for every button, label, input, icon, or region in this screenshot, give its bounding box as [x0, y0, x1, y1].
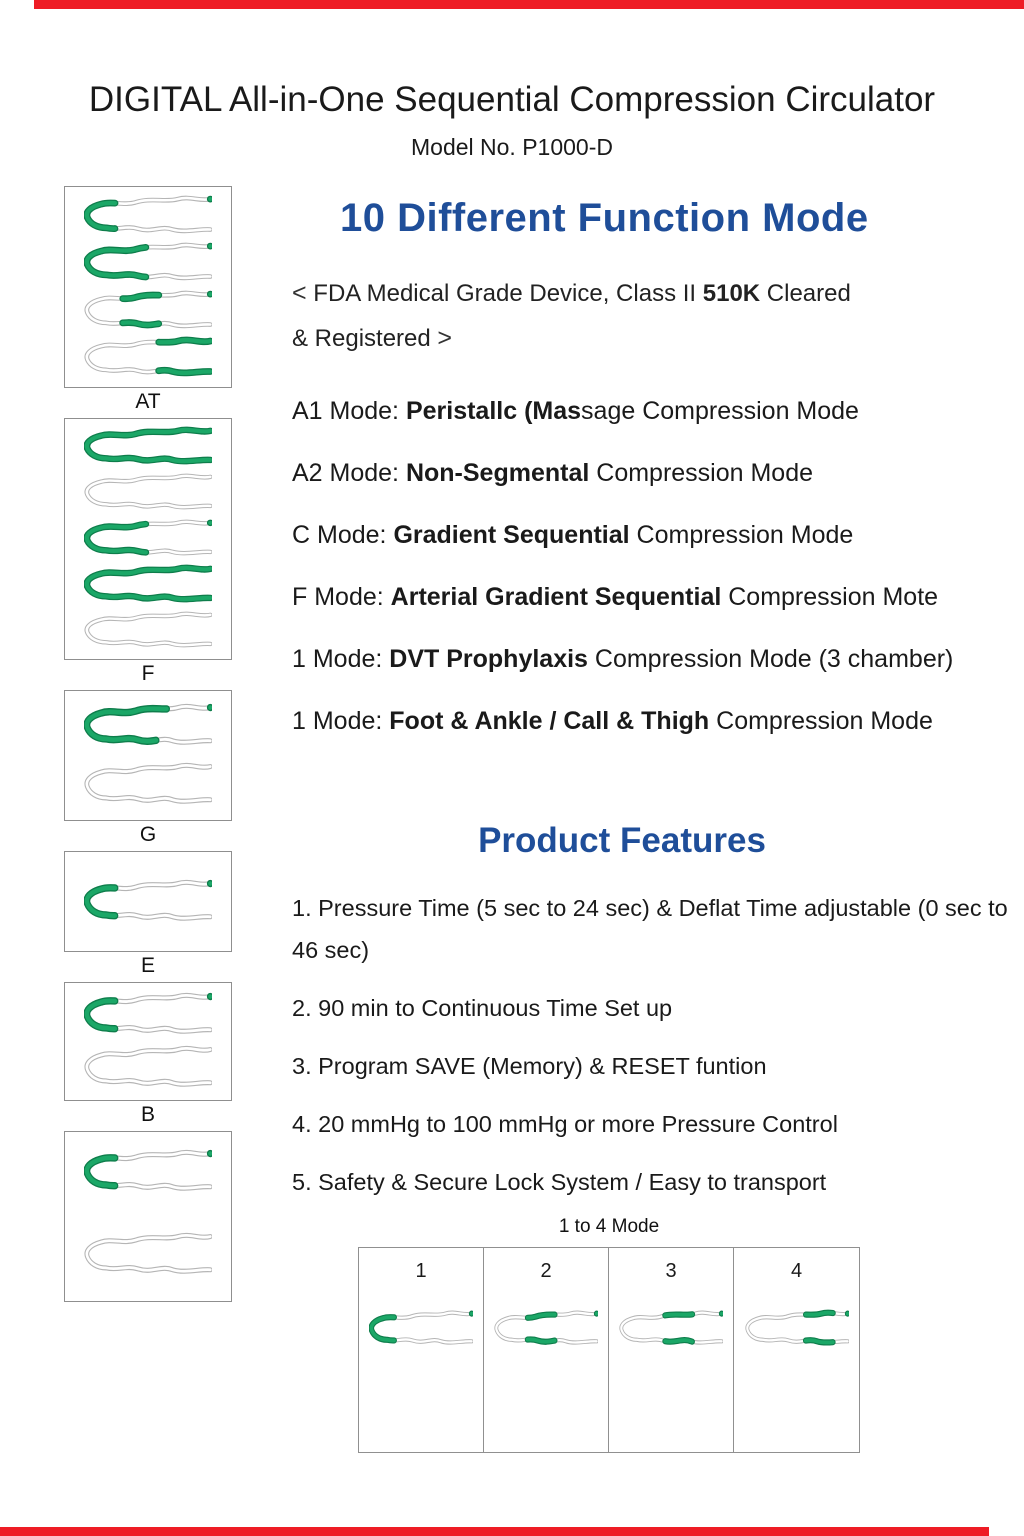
sequence-cell-number: 4	[790, 1260, 803, 1282]
feature-item-2: 2. 90 min to Continuous Time Set up	[292, 995, 673, 1021]
cert-line2: & Registered	[292, 325, 438, 352]
feature-item-1: 1. Pressure Time (5 sec to 24 sec) & Deflat Time adjustable (0 sec to 46 sec)	[292, 895, 1008, 963]
leg-diagram-seg2	[494, 1309, 598, 1349]
feature-item-4: 4. 20 mmHg to 100 mmHg or more Pressure Control	[292, 1111, 838, 1137]
mode-panel-label: G	[139, 823, 157, 846]
leg-diagram-none	[84, 1231, 212, 1279]
leg-diagram-foot	[84, 194, 212, 238]
mode-line-4: 1 Mode: DVT Prophylaxis Compression Mode (3 chamber)	[292, 645, 954, 673]
certification-text	[292, 271, 1014, 361]
leg-diagram-foot-calf	[84, 518, 212, 560]
sequence-cell-3	[609, 1248, 734, 1452]
leg-diagram-foot	[369, 1309, 473, 1349]
leg-diagram-seg3	[619, 1309, 723, 1349]
sequence-cell-1	[359, 1248, 484, 1452]
mode-panel-label	[64, 1302, 232, 1332]
leg-diagram-foot	[84, 1148, 212, 1196]
mode-panel-box	[64, 186, 232, 388]
leg-diagram-none	[84, 1044, 212, 1092]
open-angle-icon: <	[292, 279, 307, 307]
close-angle-icon: >	[437, 324, 453, 352]
mode-panel-F	[64, 418, 232, 690]
model-number: Model No. P1000-D	[411, 134, 613, 160]
mode-panel-label: E	[140, 954, 155, 977]
leg-diagram-calf	[84, 289, 212, 333]
mode-panel-unlabeled-5	[64, 1131, 232, 1332]
leg-diagram-full	[84, 426, 212, 468]
function-mode-heading: 10 Different Function Mode	[340, 196, 869, 240]
leg-diagram-thigh	[84, 336, 212, 380]
cert-post: Cleared	[760, 280, 851, 307]
leg-diagram-foot	[84, 991, 212, 1039]
mode-panel-box	[64, 418, 232, 660]
cert-pre: FDA Medical Grade Device, Class II	[306, 280, 703, 307]
leg-diagram-none	[84, 761, 212, 809]
mode-panel-box	[64, 982, 232, 1101]
leg-diagram-none	[84, 610, 212, 652]
page-edge-bottom	[0, 1527, 989, 1536]
leg-diagram-foot	[84, 878, 212, 926]
sequence-cell-2	[484, 1248, 609, 1452]
mode-panel-label: F	[141, 662, 155, 685]
mode-line-3: F Mode: Arterial Gradient Sequential Compression Mote	[292, 583, 939, 611]
feature-item-3: 3. Program SAVE (Memory) & RESET funtion	[292, 1053, 767, 1079]
mode-panel-E	[64, 851, 232, 982]
sequence-mode-section	[358, 1216, 860, 1453]
mode-panel-G	[64, 690, 232, 851]
sequence-table-title: 1 to 4 Mode	[558, 1216, 660, 1237]
mode-panel-box	[64, 851, 232, 952]
leg-diagram-foot-calf	[84, 241, 212, 285]
sequence-cell-number: 3	[665, 1260, 677, 1282]
mode-diagrams-column	[64, 186, 232, 1332]
page-edge-top	[34, 0, 1024, 9]
mode-line-1: A2 Mode: Non-Segmental Compression Mode	[292, 459, 814, 487]
mode-line-5: 1 Mode: Foot & Ankle / Call & Thigh Compression Mode	[292, 707, 933, 735]
leg-diagram-none	[84, 472, 212, 514]
product-features-heading: Product Features	[478, 821, 766, 860]
main-content	[292, 196, 1014, 1219]
leg-diagram-foot-calf-long	[84, 702, 212, 750]
leg-diagram-seg4	[745, 1309, 849, 1349]
mode-panel-B	[64, 982, 232, 1131]
feature-item-5: 5. Safety & Secure Lock System / Easy to transport	[292, 1169, 827, 1195]
mode-panel-label: AT	[135, 390, 161, 413]
sequence-cell-number: 1	[415, 1260, 427, 1282]
mode-line-2: C Mode: Gradient Sequential Compression Mode	[292, 521, 854, 549]
mode-panel-box	[64, 690, 232, 821]
sequence-cell-number: 2	[540, 1260, 552, 1282]
mode-panel-label: B	[140, 1103, 155, 1126]
mode-panel-box	[64, 1131, 232, 1302]
sequence-table	[358, 1247, 860, 1453]
sequence-cell-4	[734, 1248, 859, 1452]
page-title: DIGITAL All-in-One Sequential Compression Circulator	[88, 80, 936, 119]
mode-panel-AT	[64, 186, 232, 418]
feature-list	[292, 887, 1014, 1203]
cert-bold: 510K	[702, 280, 761, 307]
mode-line-0: A1 Mode: Peristallc (Massage Compression Mode	[292, 397, 859, 425]
leg-diagram-full	[84, 564, 212, 606]
mode-list	[292, 397, 1014, 735]
